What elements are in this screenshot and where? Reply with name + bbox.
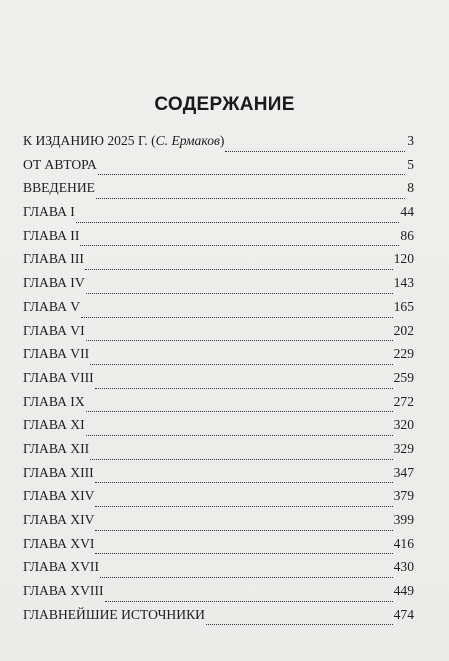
toc-entry-label: ГЛАВА VIII [23, 369, 94, 385]
dot-leader [100, 577, 393, 578]
toc-page-number: 120 [393, 251, 414, 267]
toc-entry-label: ГЛАВА XVI [23, 535, 95, 551]
toc-page-number: 202 [393, 322, 414, 338]
toc-entry-label: ГЛАВА XII [23, 440, 90, 456]
toc-page-number: 416 [393, 535, 414, 551]
toc-entry [23, 417, 414, 441]
dot-leader [95, 482, 393, 483]
toc-entry [23, 323, 414, 347]
dot-leader [86, 293, 393, 294]
toc-entry-label: ГЛАВА II [23, 227, 80, 243]
toc-entry-label: К ИЗДАНИЮ 2025 Г. ( [23, 133, 156, 148]
dot-leader [96, 198, 405, 199]
toc-entry-title [23, 346, 89, 362]
toc-entry-label: ГЛАВА XIV [23, 488, 95, 504]
toc-entry [23, 441, 414, 465]
toc-entry-title [23, 228, 79, 244]
toc-entry-title [23, 417, 85, 433]
toc-entry-title [23, 441, 89, 457]
toc-entry-label: ВВЕДЕНИЕ [23, 180, 95, 196]
toc-entry [23, 512, 414, 536]
dot-leader [105, 601, 393, 602]
toc-entry [23, 204, 414, 228]
toc-entry-label-end: ) [219, 133, 225, 148]
dot-leader [86, 340, 393, 341]
toc-entry-title [23, 465, 94, 481]
toc-page-number: 5 [407, 156, 414, 172]
dot-leader [86, 411, 393, 412]
dot-leader [206, 624, 393, 625]
toc-entry [23, 583, 414, 607]
dot-leader [86, 435, 393, 436]
dot-leader [81, 317, 392, 318]
toc-entry-label: ГЛАВА V [23, 298, 81, 314]
dot-leader [90, 364, 392, 365]
toc-page-number: 329 [393, 440, 414, 456]
toc-page-number: 259 [393, 369, 414, 385]
toc-entry-author: С. Ермаков [155, 133, 220, 148]
dot-leader [85, 269, 393, 270]
toc-entry-label: ОТ АВТОРА [23, 156, 97, 172]
toc-entry-title [23, 275, 85, 291]
toc-entry-title [23, 157, 97, 173]
toc-entry-title [23, 180, 95, 196]
toc-entry [23, 465, 414, 489]
toc-page-number: 379 [393, 488, 414, 504]
dot-leader [225, 151, 405, 152]
toc-entry-label: ГЛАВА XIII [23, 464, 94, 480]
toc-page-number: 399 [393, 512, 414, 527]
dot-leader [80, 245, 399, 246]
toc-entry-title [23, 536, 94, 552]
toc-entry [23, 275, 414, 299]
toc-entry [23, 346, 414, 370]
toc-entry-label: ГЛАВА XVII [23, 559, 99, 575]
toc-entry [23, 536, 414, 560]
dot-leader [76, 222, 400, 223]
toc-entry-title [23, 607, 205, 623]
toc-entry-title [23, 488, 94, 504]
toc-page-number: 229 [393, 346, 414, 362]
toc-page-number: 44 [400, 204, 414, 220]
toc-entry-label: ГЛАВА IX [23, 393, 85, 409]
toc-page-number: 8 [407, 180, 414, 196]
toc-entry-title [23, 512, 94, 528]
dot-leader [95, 530, 392, 531]
toc-entry-label: ГЛАВА XIV [23, 512, 95, 527]
dot-leader [95, 388, 393, 389]
toc-entry-label: ГЛАВА IV [23, 275, 85, 291]
toc-entry [23, 228, 414, 252]
toc-page-number: 3 [407, 133, 414, 148]
toc-page-number: 430 [393, 559, 414, 575]
toc-page-number: 474 [393, 606, 414, 622]
toc-entry-title [23, 559, 99, 575]
toc-entry [23, 251, 414, 275]
toc-page-number: 320 [393, 417, 414, 433]
toc-entry [23, 133, 414, 157]
toc-entry-title [23, 394, 85, 410]
dot-leader [95, 553, 392, 554]
toc-entry-label: ГЛАВА VII [23, 346, 90, 362]
toc-entry [23, 394, 414, 418]
dot-leader [98, 174, 405, 175]
toc-page-number: 143 [393, 275, 414, 291]
page-title: СОДЕРЖАНИЕ [154, 94, 295, 115]
toc-page-number: 165 [393, 298, 414, 314]
toc-entry-title [23, 323, 85, 339]
toc-entry [23, 488, 414, 512]
dot-leader [90, 459, 392, 460]
toc-entry [23, 299, 414, 323]
toc-entry-label: ГЛАВА XI [23, 417, 85, 433]
table-of-contents [23, 133, 414, 630]
toc-entry-label: ГЛАВА VI [23, 322, 85, 338]
toc-entry-title [23, 583, 104, 599]
toc-entry-title [23, 204, 75, 220]
toc-page-number: 347 [393, 464, 414, 480]
toc-entry [23, 607, 414, 631]
toc-entry [23, 180, 414, 204]
toc-page-number: 86 [400, 227, 414, 243]
dot-leader [95, 506, 392, 507]
toc-entry-label: ГЛАВА XVIII [23, 583, 104, 599]
toc-page-number: 272 [393, 393, 414, 409]
toc-entry [23, 157, 414, 181]
toc-entry [23, 370, 414, 394]
toc-entry-title [23, 133, 224, 149]
toc-entry-title [23, 251, 84, 267]
toc-page-number: 449 [393, 583, 414, 599]
toc-entry-title [23, 299, 80, 315]
toc-entry-label: ГЛАВА I [23, 204, 75, 220]
toc-entry-title [23, 370, 94, 386]
toc-entry-label: ГЛАВНЕЙШИЕ ИСТОЧНИКИ [23, 606, 205, 622]
toc-entry [23, 559, 414, 583]
toc-entry-label: ГЛАВА III [23, 251, 84, 267]
